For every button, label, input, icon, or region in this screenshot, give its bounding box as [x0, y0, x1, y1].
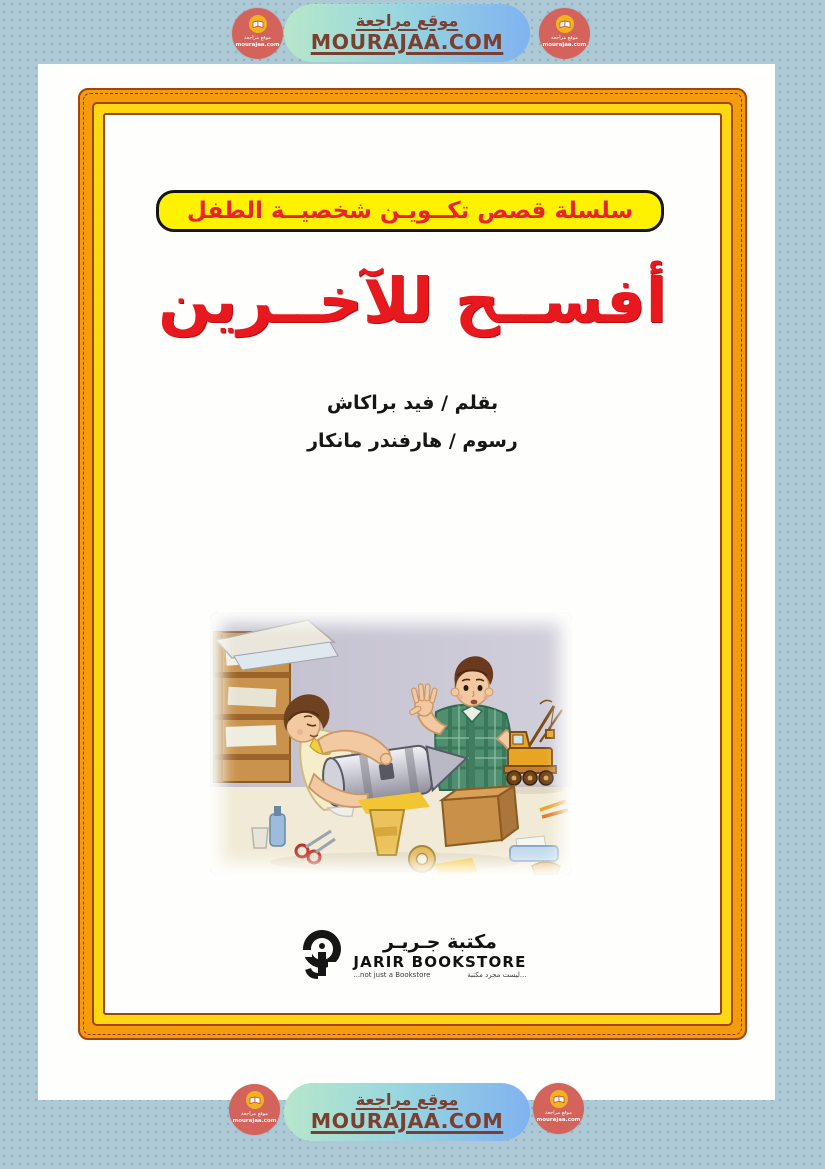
publisher-name-english: JARIR BOOKSTORE	[353, 953, 527, 972]
watermark-site-name-arabic: موقع مراجعة	[355, 1089, 459, 1109]
mourajaa-badge-top-right	[539, 8, 590, 59]
publisher-tagline-english: ...not just a Bookstore	[353, 971, 431, 980]
mourajaa-watermark-link-top[interactable]	[284, 4, 530, 62]
cover-illustration	[210, 612, 572, 875]
mourajaa-badge-top-left	[232, 8, 283, 59]
watermark-site-url: MOURAJAA.COM	[310, 29, 504, 54]
badge-site-name-arabic: موقع مراجعة	[545, 1110, 572, 1116]
open-book-icon	[249, 15, 267, 33]
book-title: أفســح للآخــرين	[158, 264, 667, 337]
series-label: سلسلة قصص تكــويـن شخصيــة الطفل	[186, 198, 634, 224]
badge-site-name-arabic: موقع مراجعة	[551, 35, 578, 41]
mourajaa-badge-bottom-right	[533, 1083, 584, 1134]
open-book-icon	[550, 1090, 568, 1108]
badge-site-url: mourajaa.com	[235, 41, 280, 48]
jarir-logo-icon	[298, 928, 346, 984]
publisher-tagline-arabic: ...ليست مجرد مكتبة	[467, 971, 527, 980]
badge-site-url: mourajaa.com	[542, 41, 587, 48]
illustrator-line: رسوم / هارفندر مانكار	[307, 430, 518, 452]
open-book-icon	[246, 1091, 264, 1109]
author-line: بقلم / فيد براكاش	[326, 392, 499, 414]
series-banner	[156, 190, 664, 232]
frame-dashed-line	[83, 93, 742, 1035]
publisher-tagline	[353, 971, 526, 979]
badge-site-name-arabic: موقع مراجعة	[244, 35, 271, 41]
badge-site-url: mourajaa.com	[232, 1117, 277, 1124]
publisher-logo-block	[0, 928, 825, 984]
mourajaa-watermark-link-bottom[interactable]	[284, 1083, 530, 1141]
watermark-site-name-arabic: موقع مراجعة	[355, 10, 459, 30]
badge-site-name-arabic: موقع مراجعة	[241, 1111, 268, 1117]
frame-inner-area	[103, 113, 722, 1015]
open-book-icon	[556, 15, 574, 33]
publisher-name-arabic: مكتبة جـريـر	[383, 931, 497, 954]
frame-yellow-band	[92, 102, 733, 1026]
mourajaa-badge-bottom-left	[229, 1084, 280, 1135]
badge-site-url: mourajaa.com	[536, 1116, 581, 1123]
watermark-site-url: MOURAJAA.COM	[310, 1108, 504, 1133]
